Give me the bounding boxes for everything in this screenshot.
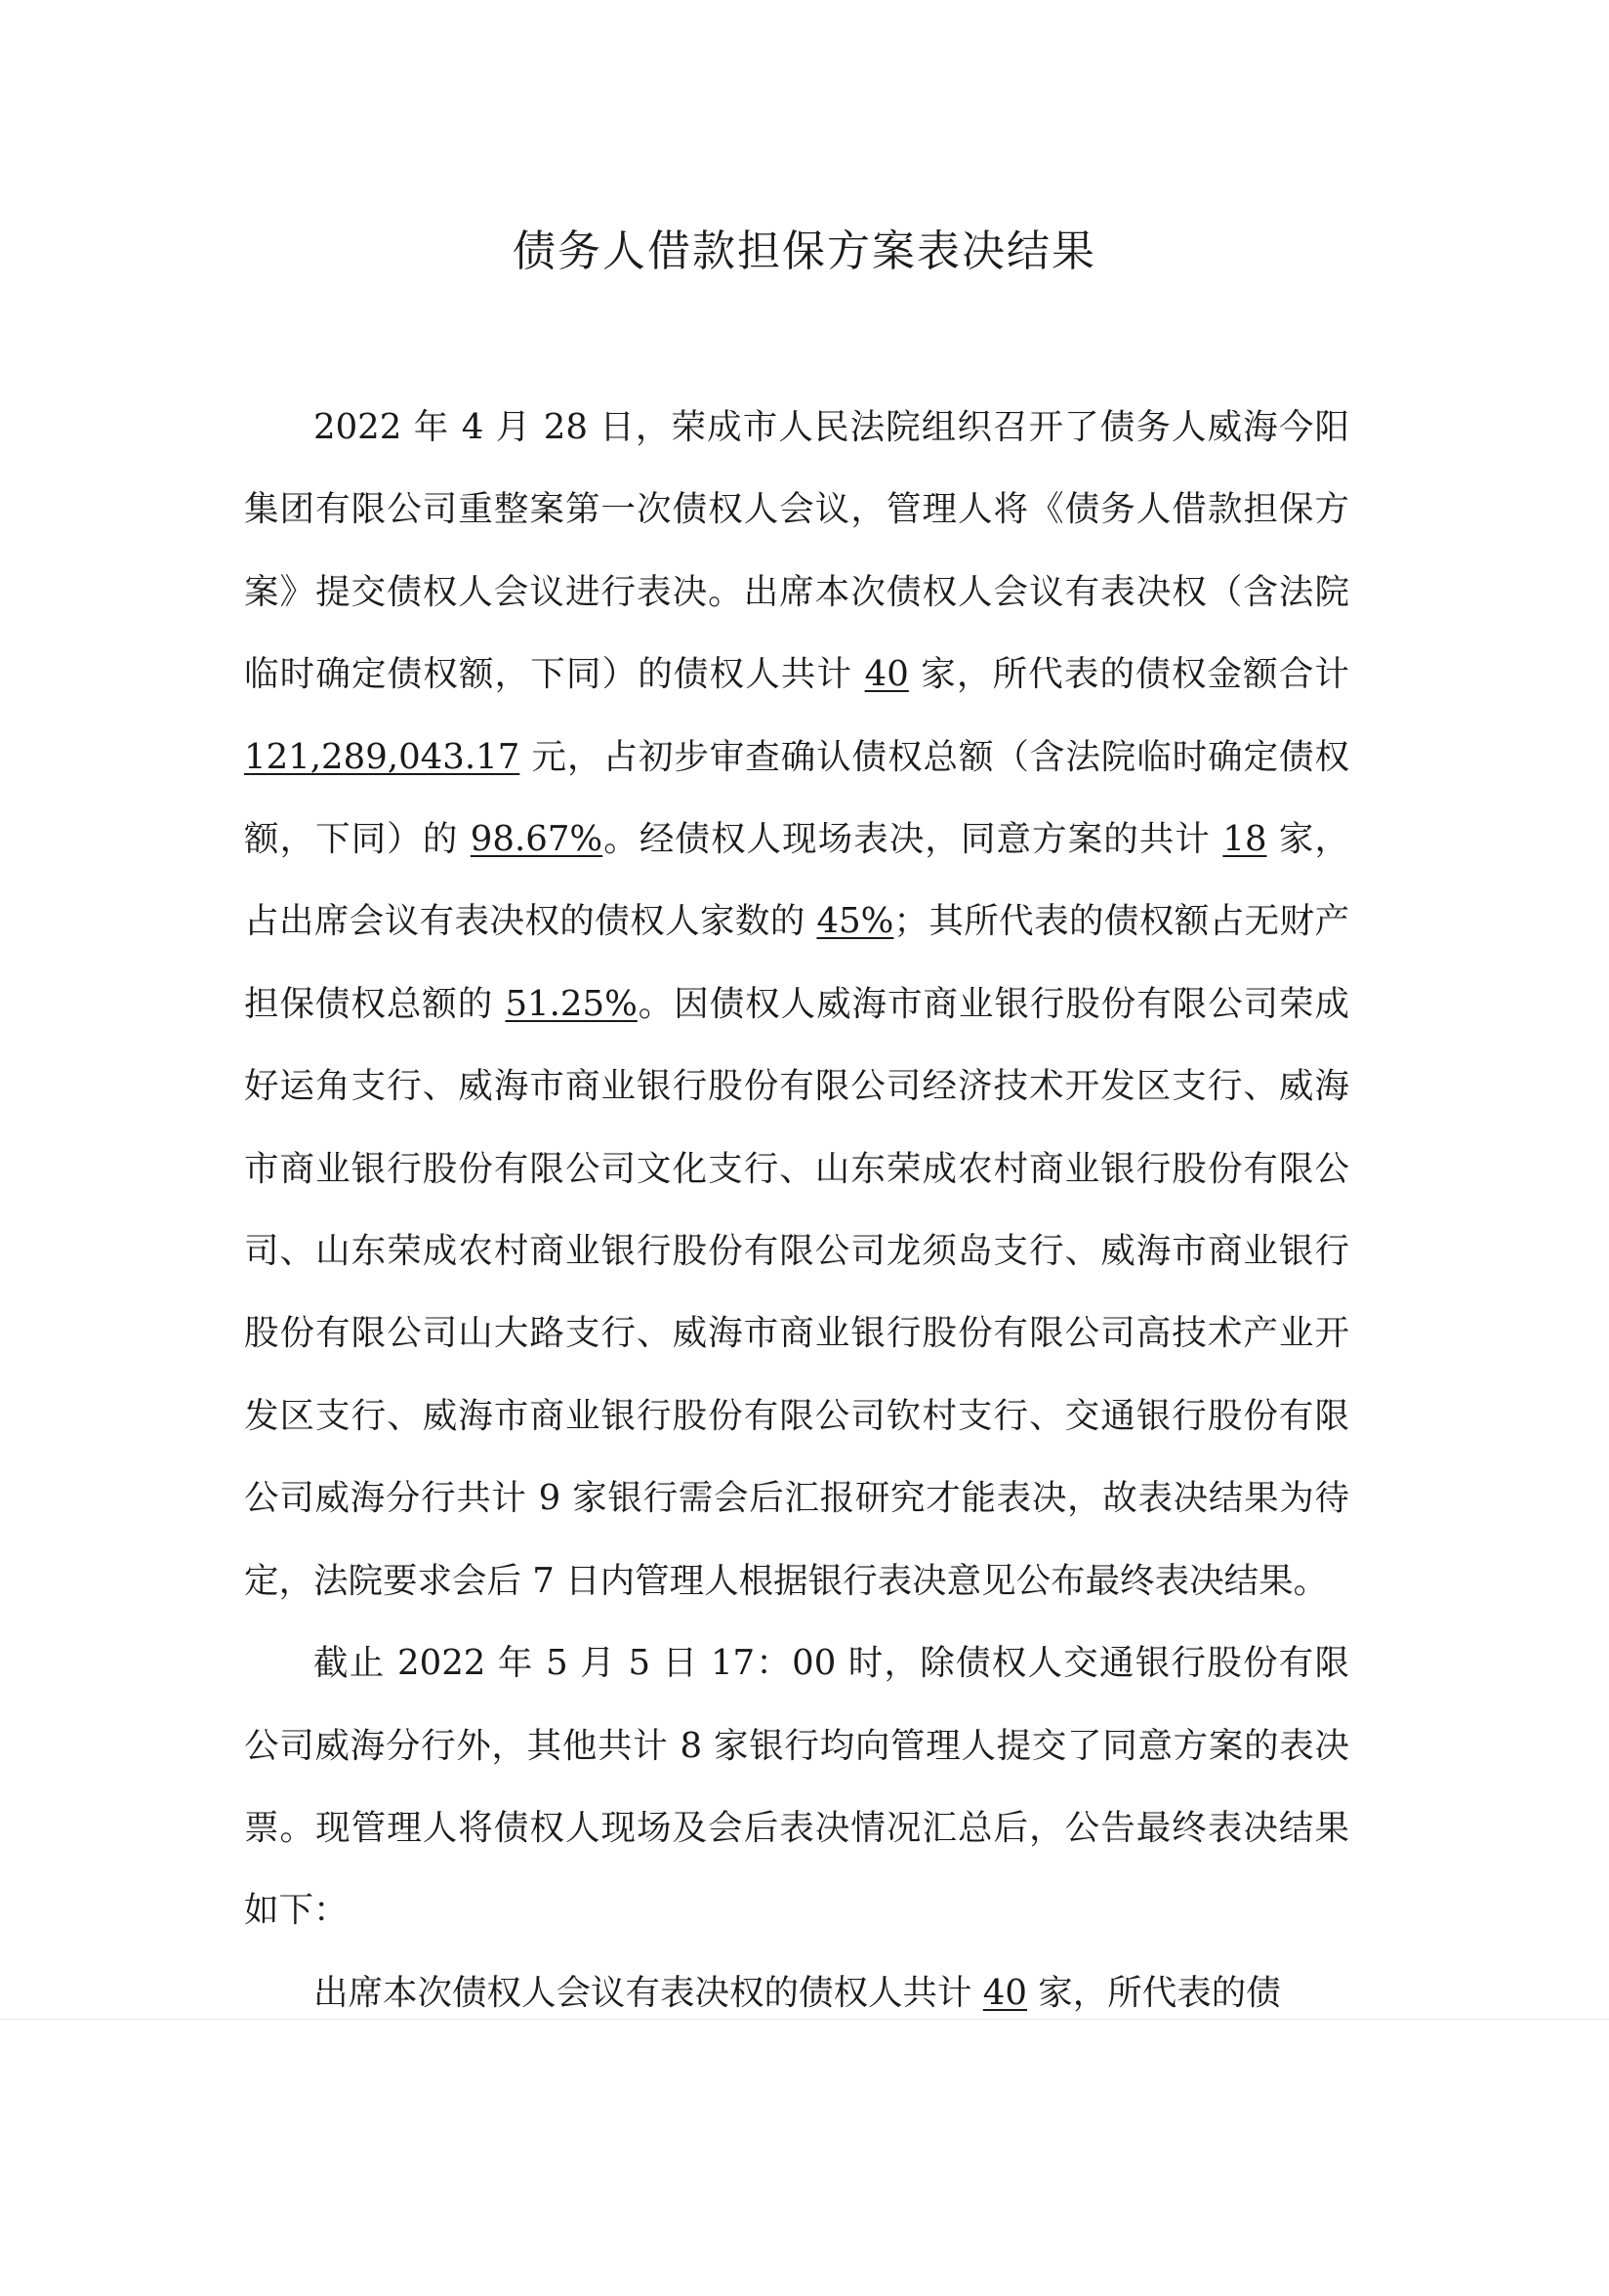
creditor-count-approved: 18 (1222, 819, 1267, 860)
creditor-count-final: 40 (982, 1972, 1027, 2013)
text-segment: 家，占出席会议有表决权的债权人家数的 (244, 819, 1349, 942)
text-segment: 出席本次债权人会议有表决权的债权人共计 (313, 1972, 983, 2013)
approved-claim-percentage: 51.25% (505, 983, 638, 1024)
claim-percentage: 98.67% (470, 819, 603, 860)
creditor-count-attending: 40 (864, 654, 909, 695)
text-segment: 2022 年 4 月 28 日，荣成市人民法院组织召开了债务人威海今阳集团有限公司重整案第一次债权人会议，管理人将《债务人借款担保方案》提交债权人会议进行表决。出席本次债权人会议有表决权（含法院临时确定债权额，下同）的债权人共计 (244, 407, 1349, 695)
paragraph-meeting-summary (244, 387, 1349, 1622)
text-segment: 家，所代表的债权金额合计 (908, 654, 1349, 695)
text-segment: ；其所代表的债权额占无财产担保债权总额的 (244, 901, 1349, 1024)
document-title: 债务人借款担保方案表决结果 (513, 226, 1096, 276)
text-segment: 家，所代表的债 (1026, 1972, 1281, 2013)
paragraph-followup-votes: 截止 2022 年 5 月 5 日 17：00 时，除债权人交通银行股份有限公司威海分行外，其他共计 8 家银行均向管理人提交了同意方案的表决票。现管理人将债权人现场及会后表决情况汇总后，公告最终表决结果如下： (244, 1643, 1349, 1931)
text-segment: 元，占初步审查确认债权总额（含法院临时确定债权额，下同）的 (244, 736, 1349, 860)
claim-amount-total: 121,289,043.17 (244, 736, 520, 777)
text-segment: 。因债权人威海市商业银行股份有限公司荣成好运角支行、威海市商业银行股份有限公司经济技术开发区支行、威海市商业银行股份有限公司文化支行、山东荣成农村商业银行股份有限公司、山东荣成农村商业银行股份有限公司龙须岛支行、威海市商业银行股份有限公司山大路支行、威海市商业银行股份有限公司高技术产业开发区支行、威海市商业银行股份有限公司钦村支行、交通银行股份有限公司威海分行共计 9 家银行需会后汇报研究才能表决，故表决结果为待定，法院要求会后 7 日内管理人根据银行表决意见公布最终表决结果。 (244, 983, 1349, 1601)
text-segment: 。经债权人现场表决，同意方案的共计 (602, 819, 1223, 860)
approved-creditor-percentage: 45% (816, 901, 894, 942)
scan-artifact-line (0, 2019, 1609, 2020)
paragraph-final-result (244, 1952, 1349, 2034)
document-body (244, 387, 1349, 2034)
